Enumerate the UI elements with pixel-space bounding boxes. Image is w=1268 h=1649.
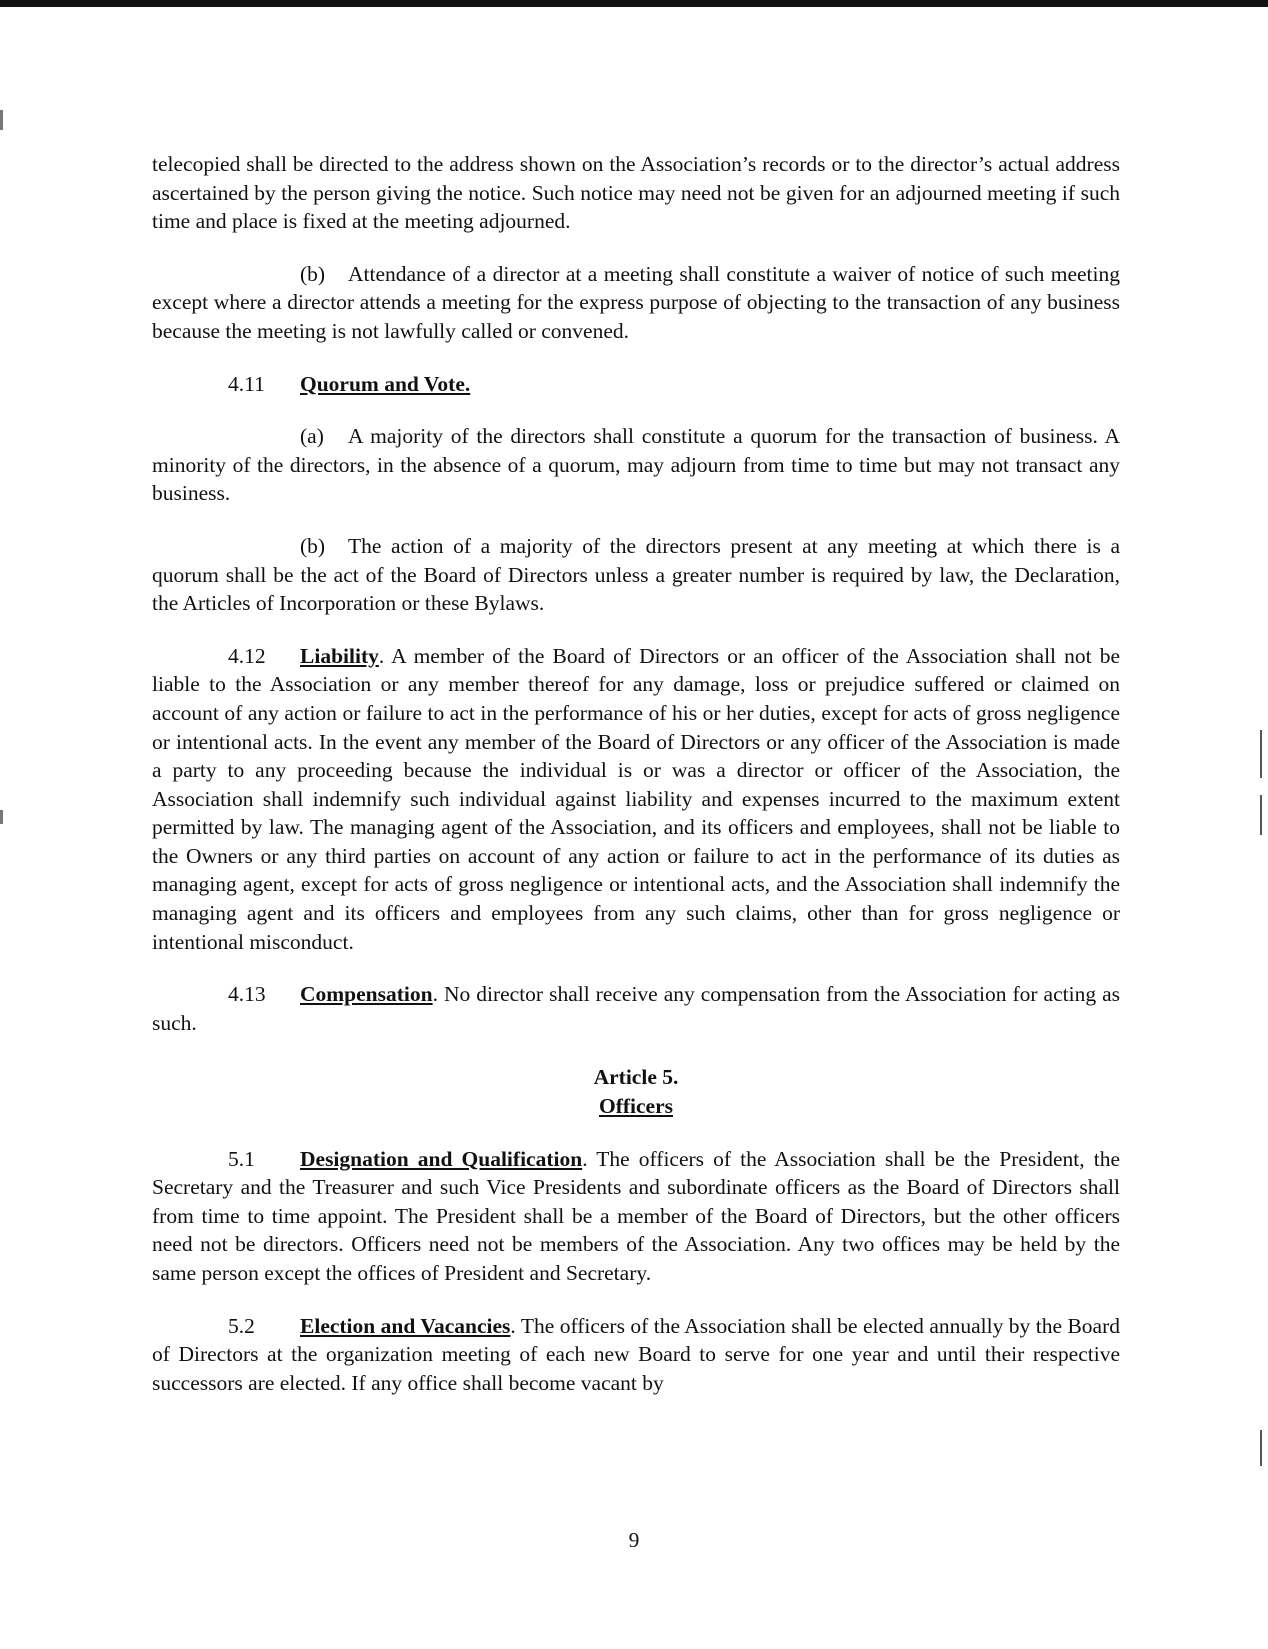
scan-right-edge-mark (1260, 1430, 1262, 1466)
article-number: Article 5. (593, 1065, 679, 1090)
scan-left-edge-mark (0, 110, 3, 130)
subsection-text: The action of a majority of the directors present at any meeting at which there is a quorum shall be the act of the Board of Directors unless a greater number is required by law, the Declaration, the Articles of Incorporation or these Bylaws. (152, 533, 1120, 616)
subsection-text: Attendance of a director at a meeting shall constitute a waiver of notice of such meeting except where a director attends a meeting for the express purpose of objecting to the transaction of any business because the meeting is not lawfully called or convened. (152, 261, 1120, 343)
section-title: Election and Vacancies (300, 1313, 511, 1338)
section-text: . The officers of the Association shall be the President, the Secretary and the Treasurer and such Vice Presidents and subordinate officers as the Board of Directors shall from time to time appoint. The President shall be a member of the Board of Directors, but the other officers need not be directors. Officers need not be members of the Association. Any two offices may be held by the same person except the offices of President and Secretary. (152, 1146, 1121, 1285)
section-4-11-heading (152, 370, 1120, 399)
section-title: Designation and Qualification (300, 1146, 583, 1171)
section-number: 4.12 (228, 643, 266, 668)
section-text: . The officers of the Association shall be elected annually by the Board of Directors at the organization meeting of each new Board to serve for one year and until their respective successors are elected. If any office shall become vacant by (152, 1313, 1120, 1395)
scan-left-edge-mark (0, 810, 3, 824)
section-number: 5.2 (228, 1313, 255, 1338)
paragraph-4-11-b (152, 532, 1120, 618)
paragraph-intro: telecopied shall be directed to the address shown on the Association’s records or to the director’s actual address ascertained by the person giving the notice. Such notice may need not be given for an adjourned meeting if such time and place is fixed at the meeting adjourned. (152, 152, 1120, 234)
paragraph-4-11-a (152, 422, 1120, 508)
paragraph-4-10-b (152, 260, 1120, 346)
section-5-2 (152, 1312, 1120, 1398)
section-number: 5.1 (228, 1146, 255, 1171)
section-4-13 (152, 980, 1120, 1037)
section-number: 4.13 (228, 982, 266, 1007)
section-text: . No director shall receive any compensation from the Association for acting as such. (152, 982, 1120, 1035)
article-heading (152, 1063, 1120, 1120)
page-number: 9 (628, 1528, 640, 1552)
section-title: Compensation (300, 982, 433, 1007)
subsection-label: (a) (300, 424, 324, 449)
section-5-1 (152, 1145, 1120, 1288)
scan-right-edge-mark (1260, 730, 1262, 778)
subsection-label: (b) (300, 533, 326, 558)
document-page (152, 150, 1120, 1397)
subsection-text: A majority of the directors shall constitute a quorum for the transaction of business. A minority of the directors, in the absence of a quorum, may adjourn from time to time but may not transact any business. (152, 424, 1120, 506)
scan-top-border (0, 0, 1268, 7)
section-title: Liability (300, 643, 379, 668)
scan-right-edge-mark (1260, 795, 1262, 835)
article-title: Officers (598, 1094, 673, 1119)
section-text: . A member of the Board of Directors or an officer of the Association shall not be liable to the Association or any member thereof for any damage, loss or prejudice suffered or claimed on account of any action or failure to act in the performance of his or her duties, except for acts of gross negligence or intentional acts. In the event any member of the Board of Directors or any officer of the Association is made a party to any proceeding because the individual is or was a director or officer of the Association, the Association shall indemnify such individual against liability and expenses incurred to the maximum extent permitted by law. The managing agent of the Association, and its officers and employees, shall not be liable to the Owners or any third parties on account of any action or failure to act in the performance of its duties as managing agent, except for acts of gross negligence or intentional acts, and the Association shall indemnify the managing agent and its officers and employees from any such claims, other than for gross negligence or intentional misconduct. (152, 643, 1120, 954)
subsection-label: (b) (300, 261, 326, 286)
section-title: Quorum and Vote. (300, 371, 471, 396)
section-number: 4.11 (228, 371, 265, 396)
section-4-12 (152, 642, 1120, 957)
